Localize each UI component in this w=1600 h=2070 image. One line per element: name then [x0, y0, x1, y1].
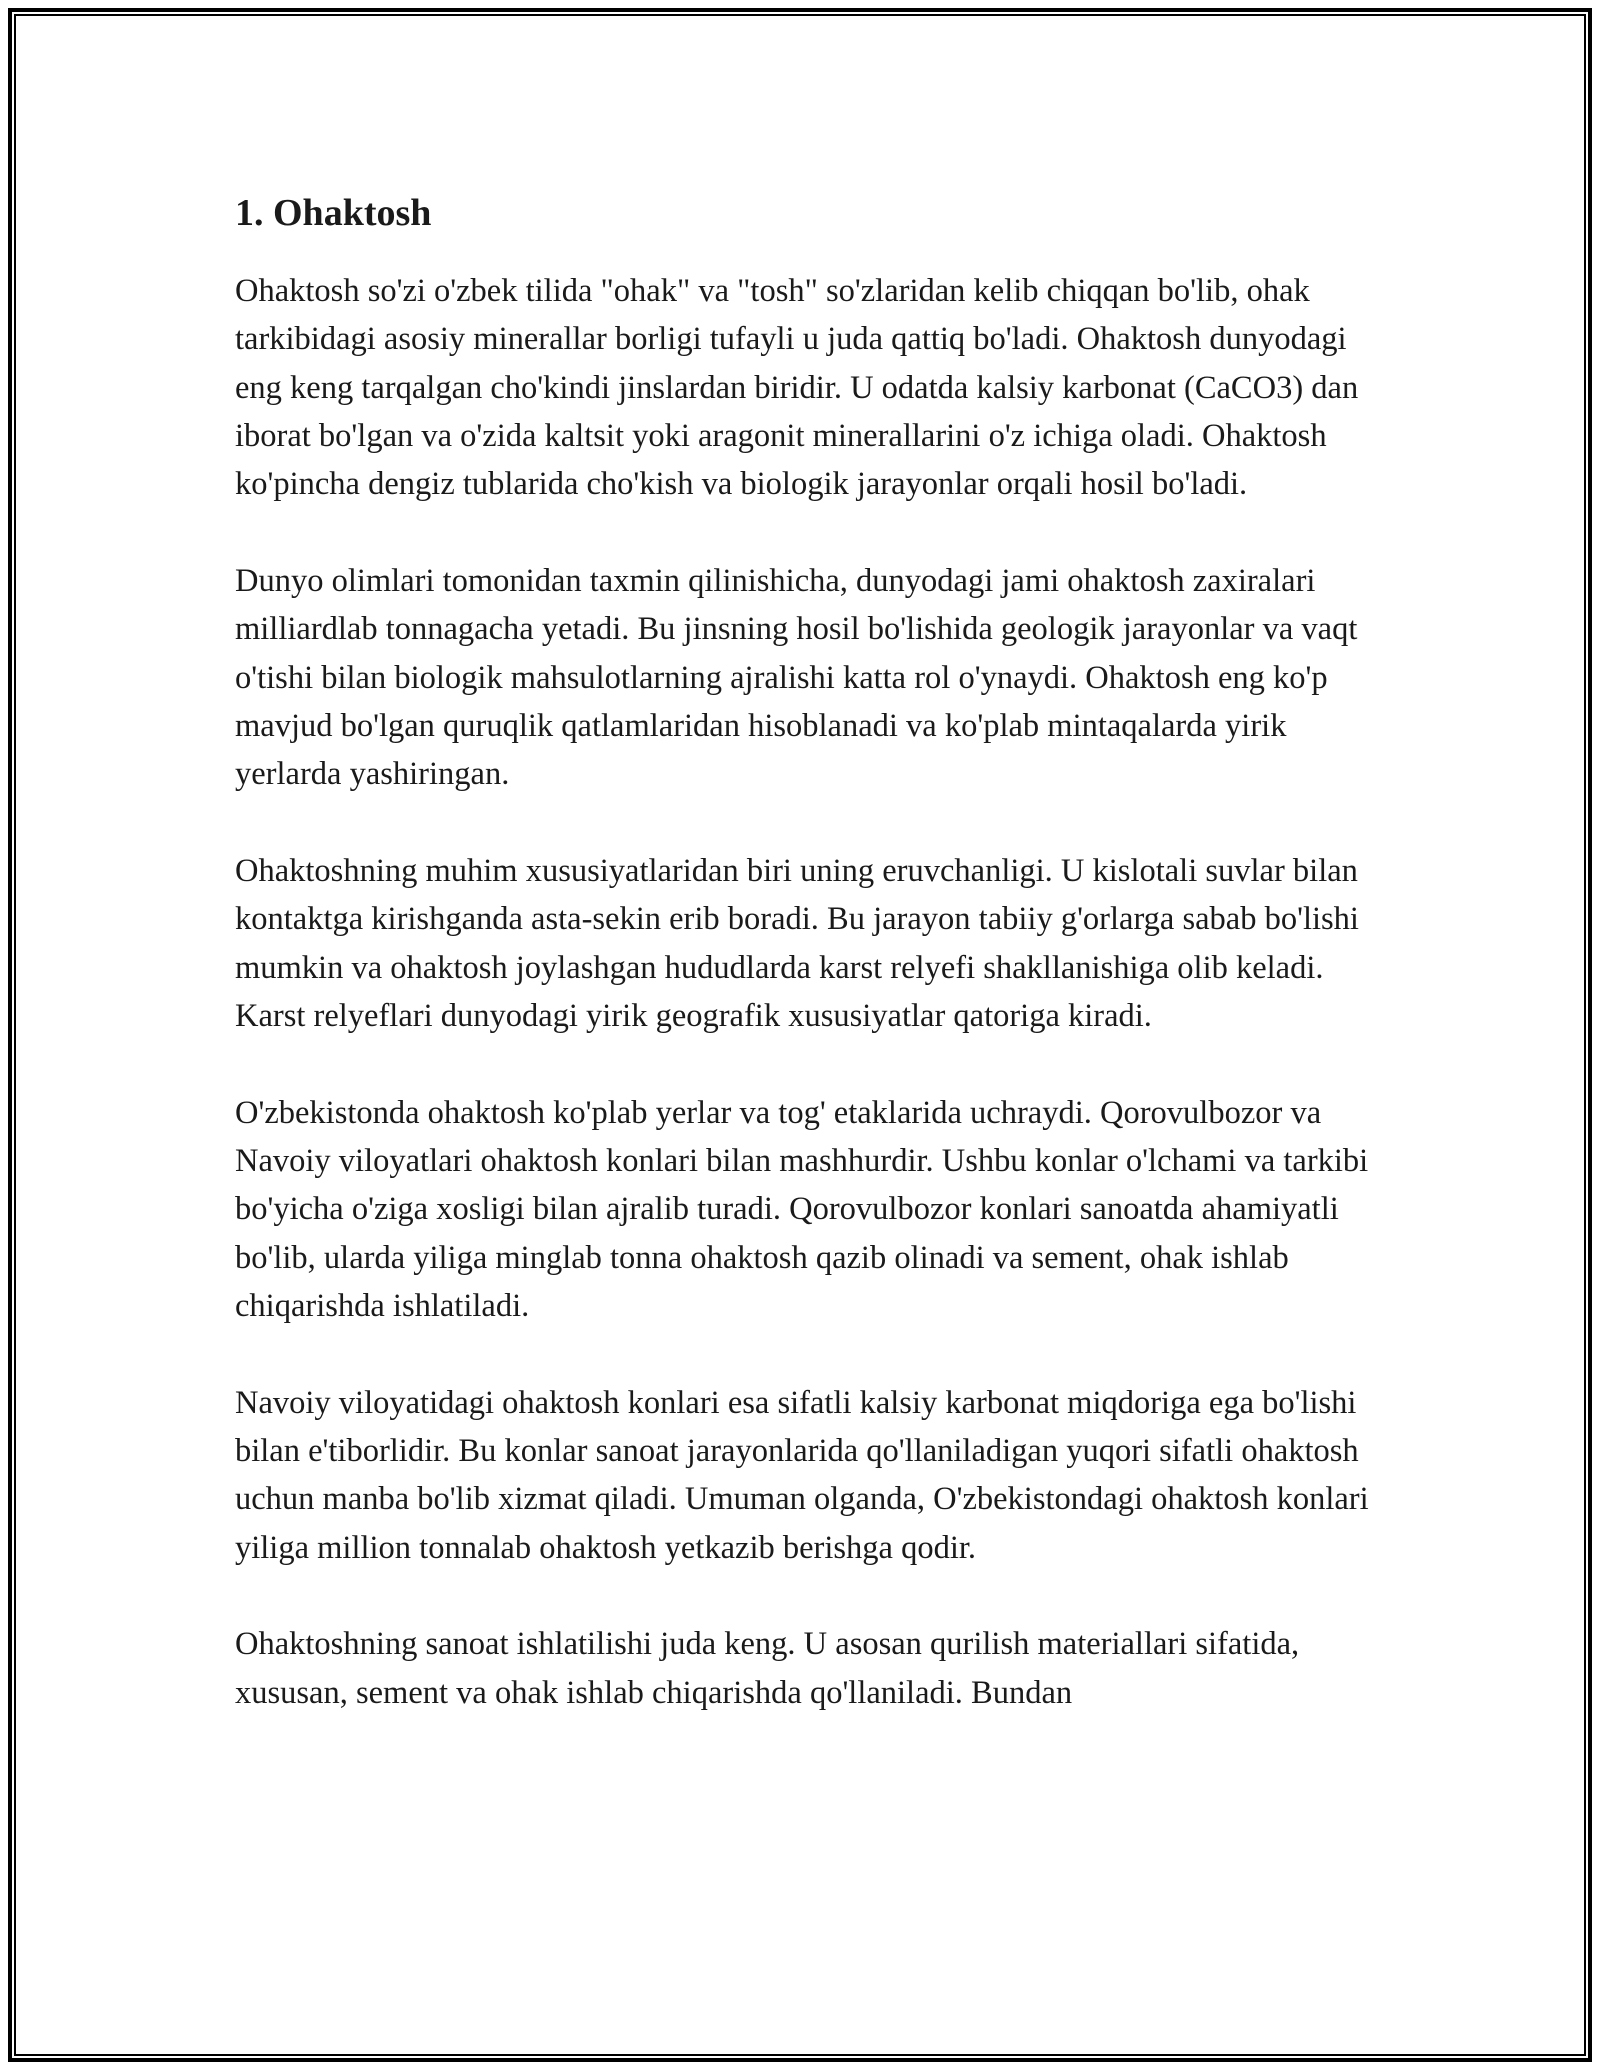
document-body [235, 188, 1385, 1765]
section-heading: 1. Ohaktosh [235, 192, 432, 234]
paragraph: O'zbekistonda ohaktosh ko'plab yerlar va tog' etaklarida uchraydi. Qorovulbozor va Navoiy viloyatlari ohaktosh konlari bilan mashhurdir. Ushbu konlar o'lchami va tarkibi bo'yicha o'ziga xosligi bilan ajralib turadi. Qorovulbozor konlari sanoatda ahamiyatli bo'lib, ularda yiliga minglab tonna ohaktosh qazib olinadi va sement, ohak ishlab chiqarishda ishlatiladi. [235, 1094, 1369, 1324]
paragraph: Navoiy viloyatidagi ohaktosh konlari esa sifatli kalsiy karbonat miqdoriga ega bo'lishi bilan e'tiborlidir. Bu konlar sanoat jarayonlarida qo'llaniladigan yuqori sifatli ohaktosh uchun manba bo'lib xizmat qiladi. Umuman olganda, O'zbekistondagi ohaktosh konlari yiliga million tonnalab ohaktosh yetkazib berishga qodir. [235, 1384, 1369, 1566]
paragraph: Ohaktoshning sanoat ishlatilishi juda keng. U asosan qurilish materiallari sifatida, xususan, sement va ohak ishlab chiqarishda qo'llaniladi. Bundan [235, 1626, 1300, 1711]
paragraph: Ohaktoshning muhim xususiyatlaridan biri uning eruvchanligi. U kislotali suvlar bilan kontaktga kirishganda asta-sekin erib boradi. Bu jarayon tabiiy g'orlarga sabab bo'lishi mumkin va ohaktosh joylashgan hududlarda karst relyefi shakllanishiga olib keladi. Karst relyeflari dunyodagi yirik geografik xususiyatlar qatoriga kiradi. [235, 852, 1359, 1034]
paragraph: Ohaktosh so'zi o'zbek tilida "ohak" va "tosh" so'zlaridan kelib chiqqan bo'lib, ohak tarkibidagi asosiy minerallar borligi tufayli u juda qattiq bo'ladi. Ohaktosh dunyodagi eng keng tarqalgan cho'kindi jinslardan biridir. U odatda kalsiy karbonat (CaCO3) dan iborat bo'lgan va o'zida kaltsit yoki aragonit minerallarini o'z ichiga oladi. Ohaktosh ko'pincha dengiz tublarida cho'kish va biologik jarayonlar orqali hosil bo'ladi. [235, 273, 1359, 503]
paragraph: Dunyo olimlari tomonidan taxmin qilinishicha, dunyodagi jami ohaktosh zaxiralari milliardlab tonnagacha yetadi. Bu jinsning hosil bo'lishida geologik jarayonlar va vaqt o'tishi bilan biologik mahsulotlarning ajralishi katta rol o'ynaydi. Ohaktosh eng ko'p mavjud bo'lgan quruqlik qatlamlaridan hisoblanadi va ko'plab mintaqalarda yirik yerlarda yashiringan. [235, 562, 1358, 793]
